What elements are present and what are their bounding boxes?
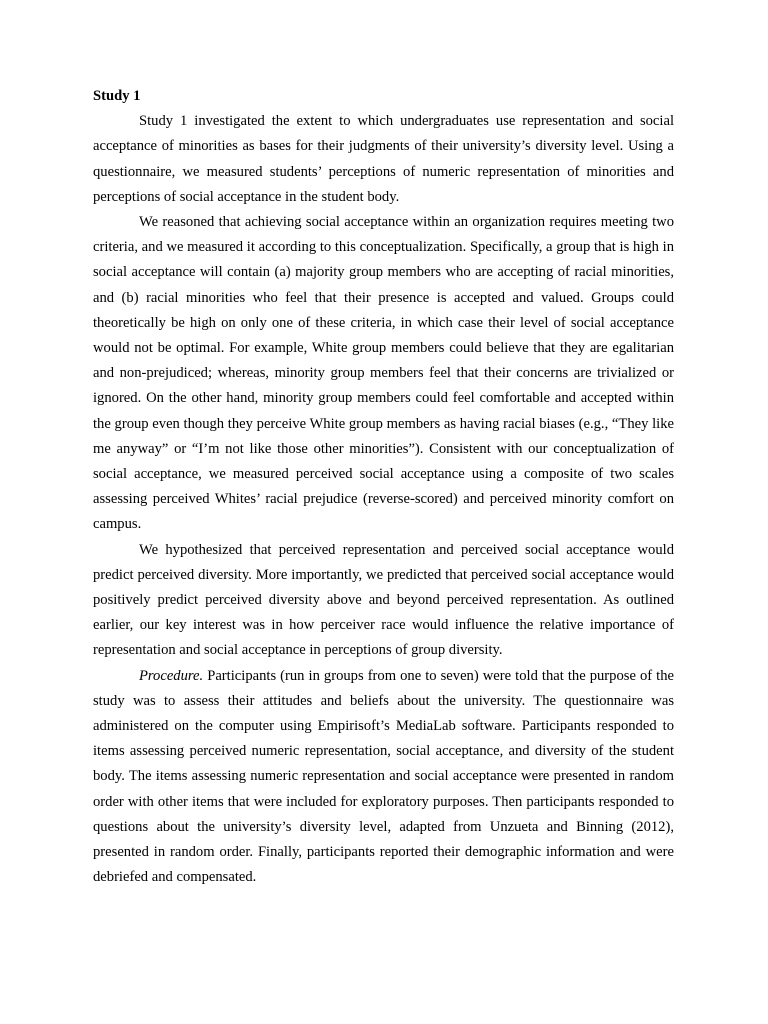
section-heading: Study 1 [93, 88, 141, 104]
paragraph-text: Participants (run in groups from one to seven) were told that the purpose of the study was to assess their attitudes and beliefs about the university. The questionnaire was administered on the computer using Empirisoft’s MediaLab software. Participants responded to items assessing perceived numeric representation, social acceptance, and diversity of the student body. The items assessing numeric representation and social acceptance were presented in random order with other items that were included for exploratory purposes. Then participants responded to questions about the university’s diversity level, adapted from Unzueta and Binning (2012), presented in random order. Finally, participants reported their demographic information and were debriefed and compensated. [93, 667, 674, 886]
paragraph-text: We hypothesized that perceived representation and perceived social acceptance would predict perceived diversity. More importantly, we predicted that perceived social acceptance would positively predict perceived diversity above and beyond perceived representation. As outlined earlier, our key interest was in how perceiver race would influence the relative importance of representation and social acceptance in perceptions of group diversity. [93, 541, 674, 659]
document-page [93, 84, 674, 891]
paragraph-social-acceptance [93, 210, 674, 538]
procedure-run-in-heading: Procedure. [139, 667, 204, 684]
paragraph-text: Study 1 investigated the extent to which undergraduates use representation and social acceptance of minorities as bases for their judgments of their university’s diversity level. Using a questionnaire, we measured students’ perceptions of numeric representation of minorities and perceptions of social acceptance in the student body. [93, 113, 674, 205]
paragraph-intro [93, 109, 674, 210]
paragraph-hypothesis [93, 538, 674, 664]
paragraph-procedure [93, 664, 674, 891]
paragraph-text: We reasoned that achieving social acceptance within an organization requires meeting two criteria, and we measured it according to this conceptualization. Specifically, a group that is high in social acceptance will contain (a) majority group members who are accepting of racial minorities, and (b) racial minorities who feel that their presence is accepted and valued. Groups could theoretically be high on only one of these criteria, in which case their level of social acceptance would not be optimal. For example, White group members could believe that they are egalitarian and non-prejudiced; whereas, minority group members feel that their concerns are trivialized or ignored. On the other hand, minority group members could feel comfortable and accepted within the group even though they perceive White group members as having racial biases (e.g., “They like me anyway” or “I’m not like those other minorities”). Consistent with our conceptualization of social acceptance, we measured perceived social acceptance using a composite of two scales assessing perceived Whites’ racial prejudice (reverse-scored) and perceived minority comfort on campus. [93, 214, 674, 533]
